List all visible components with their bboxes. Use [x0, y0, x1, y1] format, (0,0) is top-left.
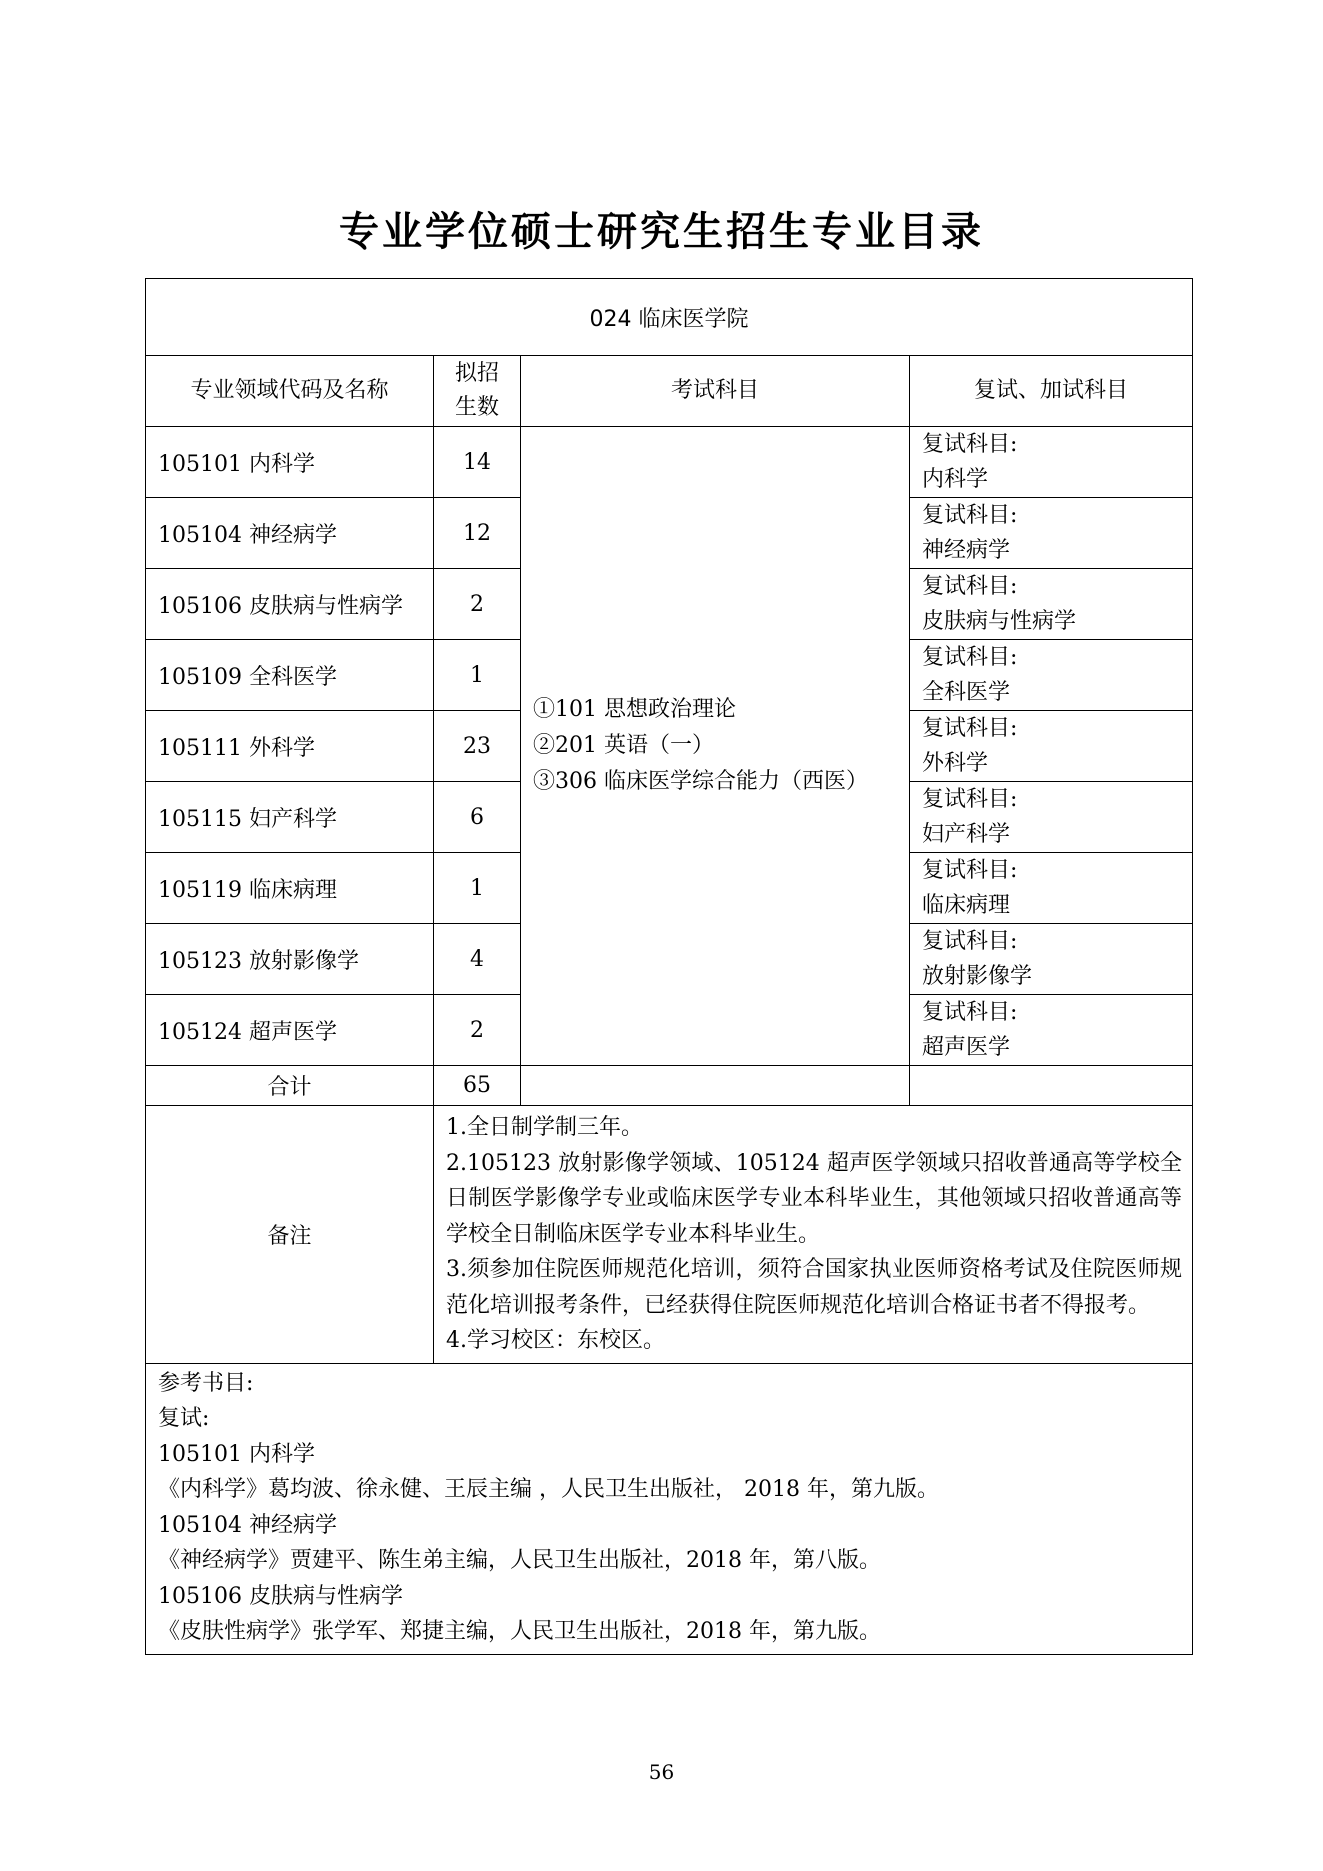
major-name: 105111 外科学	[146, 711, 434, 782]
header-count	[434, 356, 521, 427]
retest-cell	[910, 569, 1193, 640]
reference-line: 复试:	[158, 1406, 210, 1431]
retest-label: 复试科目:	[922, 858, 1018, 883]
retest-label: 复试科目:	[922, 645, 1018, 670]
header-count-line1: 拟招	[454, 361, 499, 386]
major-name: 105124 超声医学	[146, 995, 434, 1066]
references-row	[146, 1363, 1193, 1654]
major-count: 12	[434, 498, 521, 569]
retest-subject: 外科学	[922, 751, 989, 776]
retest-subject: 临床病理	[922, 893, 1011, 918]
retest-cell	[910, 782, 1193, 853]
notes-label: 备注	[146, 1106, 434, 1364]
note-item: 3.须参加住院医师规范化培训，须符合国家执业医师资格考试及住院医师规范化培训报考条件，已经获得住院医师规范化培训合格证书者不得报考。	[446, 1257, 1182, 1318]
header-count-line2: 生数	[454, 395, 499, 420]
major-name: 105119 临床病理	[146, 853, 434, 924]
retest-label: 复试科目:	[922, 716, 1018, 741]
catalog-table	[145, 278, 1193, 1655]
total-count: 65	[434, 1066, 521, 1106]
major-name: 105123 放射影像学	[146, 924, 434, 995]
major-count: 1	[434, 640, 521, 711]
reference-line: 105101 内科学	[158, 1441, 315, 1467]
reference-line: 105106 皮肤病与性病学	[158, 1583, 403, 1609]
retest-label: 复试科目:	[922, 787, 1018, 812]
retest-subject: 神经病学	[922, 538, 1011, 563]
major-count: 4	[434, 924, 521, 995]
retest-cell	[910, 427, 1193, 498]
header-exam: 考试科目	[521, 356, 910, 427]
major-count: 2	[434, 995, 521, 1066]
major-name: 105115 妇产科学	[146, 782, 434, 853]
exam-subject: ③306 临床医学综合能力（西医）	[533, 769, 868, 794]
college-name: 024 临床医学院	[146, 279, 1193, 356]
header-retest: 复试、加试科目	[910, 356, 1193, 427]
major-name: 105104 神经病学	[146, 498, 434, 569]
major-count: 14	[434, 427, 521, 498]
major-count: 1	[434, 853, 521, 924]
major-count: 2	[434, 569, 521, 640]
retest-cell	[910, 853, 1193, 924]
exam-subject: ①101 思想政治理论	[533, 697, 736, 722]
retest-subject: 皮肤病与性病学	[922, 609, 1077, 634]
retest-subject: 妇产科学	[922, 822, 1011, 847]
retest-cell	[910, 924, 1193, 995]
note-item: 1.全日制学制三年。	[446, 1115, 643, 1140]
retest-subject: 超声医学	[922, 1035, 1011, 1060]
note-item: 2.105123 放射影像学领域、105124 超声医学领域只招收普通高等学校全日制医学影像学专业或临床医学专业本科毕业生，其他领域只招收普通高等学校全日制临床医学专业本科毕业生。	[446, 1150, 1182, 1247]
table-header-row	[146, 356, 1193, 427]
retest-cell	[910, 995, 1193, 1066]
retest-subject: 内科学	[922, 467, 989, 492]
total-label: 合计	[146, 1066, 434, 1106]
retest-label: 复试科目:	[922, 432, 1018, 457]
note-item: 4.学习校区：东校区。	[446, 1328, 665, 1353]
notes-row	[146, 1106, 1193, 1364]
retest-label: 复试科目:	[922, 1000, 1018, 1025]
exam-subject: ②201 英语（一）	[533, 733, 714, 758]
exam-subjects	[521, 427, 910, 1066]
major-count: 6	[434, 782, 521, 853]
reference-line: 参考书目:	[158, 1370, 254, 1396]
page-title: 专业学位硕士研究生招生专业目录	[339, 209, 984, 255]
major-name: 105101 内科学	[146, 427, 434, 498]
notes-content	[434, 1106, 1193, 1364]
retest-subject: 全科医学	[922, 680, 1011, 705]
retest-subject: 放射影像学	[922, 964, 1033, 989]
reference-line: 《皮肤性病学》张学军、郑捷主编，人民卫生出版社，2018 年，第九版。	[158, 1619, 881, 1644]
retest-label: 复试科目:	[922, 574, 1018, 599]
reference-line: 《内科学》葛均波、徐永健、王辰主编 ，人民卫生出版社， 2018 年，第九版。	[158, 1477, 939, 1502]
major-name: 105109 全科医学	[146, 640, 434, 711]
retest-label: 复试科目:	[922, 929, 1018, 954]
major-count: 23	[434, 711, 521, 782]
page-number: 56	[648, 1760, 675, 1784]
reference-line: 《神经病学》贾建平、陈生弟主编，人民卫生出版社，2018 年，第八版。	[158, 1548, 881, 1573]
total-exam-empty	[521, 1066, 910, 1106]
retest-cell	[910, 498, 1193, 569]
retest-cell	[910, 711, 1193, 782]
table-row	[146, 427, 1193, 498]
reference-line: 105104 神经病学	[158, 1512, 337, 1538]
major-name: 105106 皮肤病与性病学	[146, 569, 434, 640]
references-content	[146, 1363, 1193, 1654]
total-retest-empty	[910, 1066, 1193, 1106]
retest-label: 复试科目:	[922, 503, 1018, 528]
header-field: 专业领域代码及名称	[146, 356, 434, 427]
retest-cell	[910, 640, 1193, 711]
total-row	[146, 1066, 1193, 1106]
